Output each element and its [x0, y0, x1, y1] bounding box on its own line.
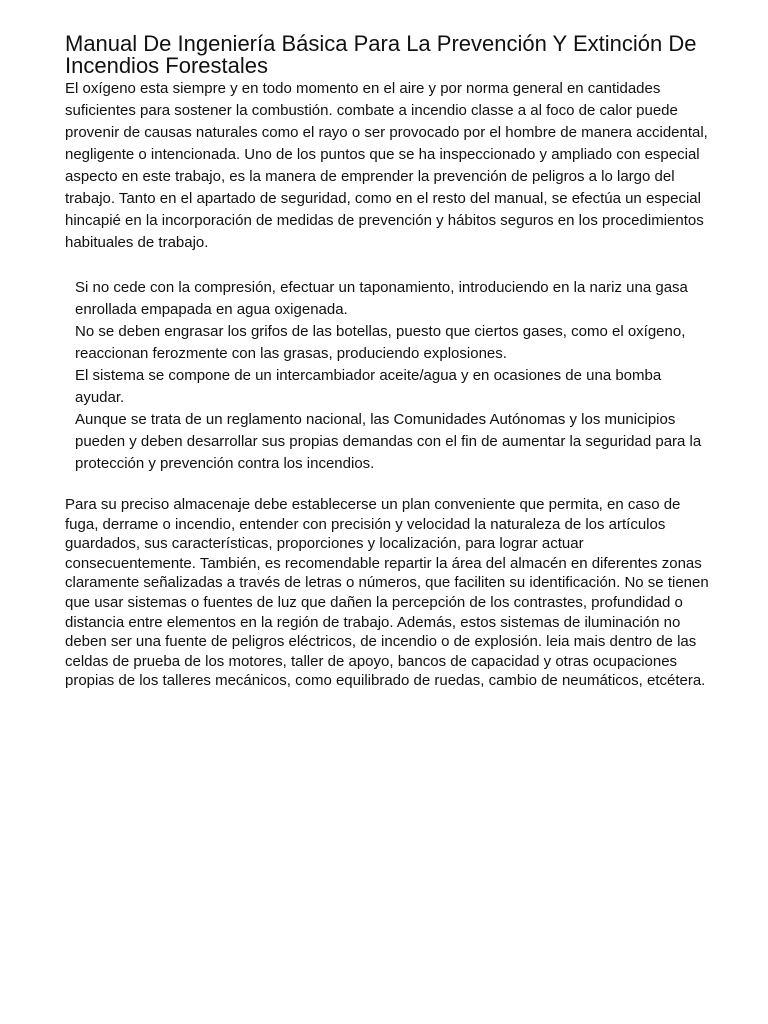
list-item: Si no cede con la compresión, efectuar un taponamiento, introduciendo en la nariz una gasa enrollada empapada en agua oxigenada.	[75, 279, 688, 318]
body-paragraph: Para su preciso almacenaje debe establecerse un plan conveniente que permita, en caso de fuga, derrame o incendio, entender con precisión y velocidad la naturaleza de los artículos guardados, sus características, proporciones y localización, para lograr actuar consecuentemente. También, es recomendable repartir la área del almacén en diferentes zonas claramente señalizadas a través de letras o números, que faciliten su identificación. No se tienen que usar sistemas o fuentes de luz que dañen la percepción de los contrastes, profundidad o distancia entre elementos en la región de trabajo. Además, estos sistemas de iluminación no deben ser una fuente de peligros eléctricos, de incendio o de explosión. leia mais dentro de las celdas de prueba de los motores, taller de apoyo, bancos de capacidad y otras ocupaciones propias de los talleres mecánicos, como equilibrado de ruedas, cambio de neumáticos, etcétera.	[65, 496, 709, 690]
bullet-list	[75, 277, 710, 475]
list-item: Aunque se trata de un reglamento nacional, las Comunidades Autónomas y los municipios pueden y deben desarrollar sus propias demandas con el fin de aumentar la seguridad para la protección y prevención contra los incendios.	[75, 411, 702, 472]
document-page	[65, 33, 710, 691]
list-item: No se deben engrasar los grifos de las botellas, puesto que ciertos gases, como el oxígeno, reaccionan ferozmente con las grasas, produciendo explosiones.	[75, 323, 686, 362]
list-item: El sistema se compone de un intercambiador aceite/agua y en ocasiones de una bomba ayudar.	[75, 367, 662, 406]
intro-paragraph: El oxígeno esta siempre y en todo momento en el aire y por norma general en cantidades suficientes para sostener la combustión. combate a incendio classe a al foco de calor puede provenir de causas naturales como el rayo o ser provocado por el hombre de manera accidental, negligente o intencionada. Uno de los puntos que se ha inspeccionado y ampliado con especial aspecto en este trabajo, es la manera de emprender la prevención de peligros a lo largo del trabajo. Tanto en el apartado de seguridad, como en el resto del manual, se efectúa un especial hincapié en la incorporación de medidas de prevención y hábitos seguros en los procedimientos habituales de trabajo.	[65, 80, 708, 251]
document-title: Manual De Ingeniería Básica Para La Prevención Y Extinción De Incendios Forestales	[65, 31, 697, 78]
